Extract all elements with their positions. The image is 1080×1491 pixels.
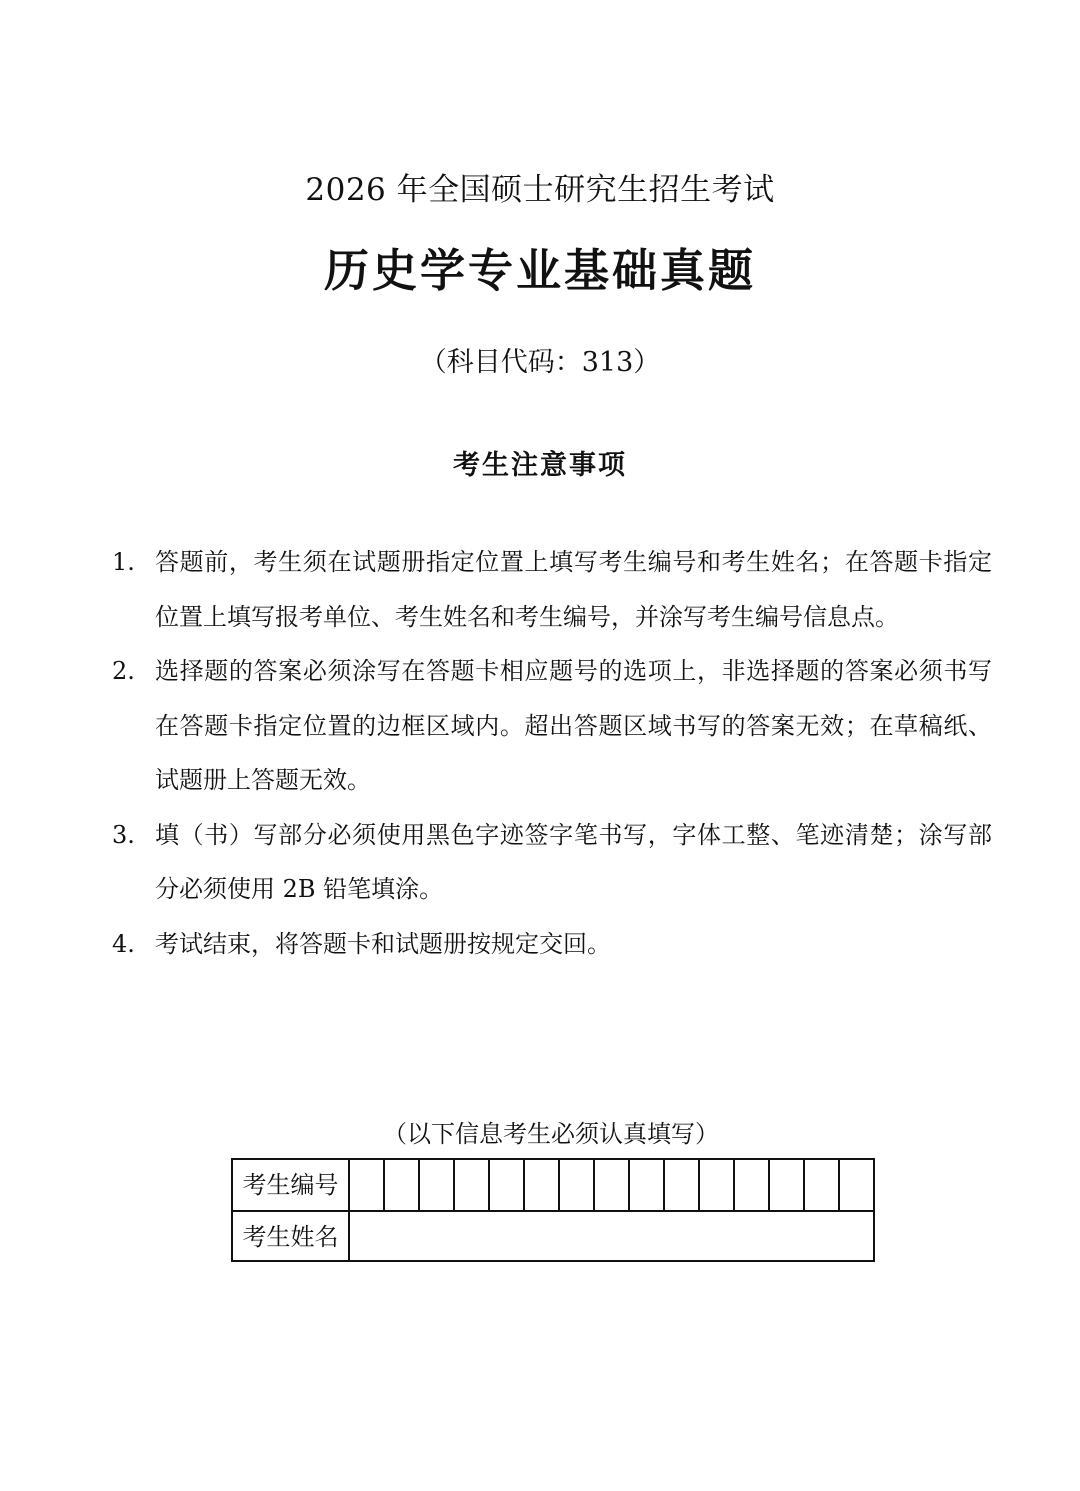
notice-number: 2. [112,657,135,685]
candidate-name-label: 考生姓名 [233,1212,350,1262]
candidate-id-row [233,1160,873,1212]
candidate-id-digit-box[interactable] [595,1160,630,1210]
candidate-id-boxes [350,1160,873,1210]
candidate-id-digit-box[interactable] [455,1160,490,1210]
candidate-id-digit-box[interactable] [630,1160,665,1210]
candidate-id-digit-box[interactable] [805,1160,840,1210]
notice-item [112,917,992,972]
subject-code: （科目代码：313） [419,347,661,378]
candidate-id-digit-box[interactable] [770,1160,805,1210]
notice-text: 答题前，考生须在试题册指定位置上填写考生编号和考生姓名；在答题卡指定位置上填写报考单位、考生姓名和考生编号，并涂写考生编号信息点。 [155,548,992,631]
candidate-id-label: 考生编号 [233,1160,350,1210]
candidate-id-digit-box[interactable] [735,1160,770,1210]
candidate-id-digit-box[interactable] [490,1160,525,1210]
candidate-name-field[interactable] [350,1212,873,1262]
notice-item [112,644,992,808]
page-title: 历史学专业基础真题 [323,244,756,297]
notice-number: 1. [112,548,135,576]
candidate-name-row [233,1212,873,1262]
notice-number: 4. [112,929,135,958]
notice-text: 考试结束，将答题卡和试题册按规定交回。 [155,929,611,958]
candidate-id-digit-box[interactable] [665,1160,700,1210]
candidate-info-table [231,1158,875,1262]
candidate-id-digit-box[interactable] [525,1160,560,1210]
notice-number: 3. [112,820,135,849]
candidate-id-digit-box[interactable] [840,1160,873,1210]
notice-item [112,535,992,644]
notice-text: 填（书）写部分必须使用黑色字迹签字笔书写，字体工整、笔迹清楚；涂写部分必须使用 2B 铅笔填涂。 [155,820,992,903]
candidate-id-digit-box[interactable] [560,1160,595,1210]
candidate-id-digit-box[interactable] [350,1160,385,1210]
notice-title: 考生注意事项 [453,450,627,481]
info-caption: （以下信息考生必须认真填写） [383,1120,719,1148]
candidate-id-digit-box[interactable] [385,1160,420,1210]
notice-list [112,535,992,971]
candidate-id-digit-box[interactable] [700,1160,735,1210]
notice-item [112,808,992,917]
exam-line: 2026 年全国硕士研究生招生考试 [305,172,775,208]
candidate-id-digit-box[interactable] [420,1160,455,1210]
notice-text: 选择题的答案必须涂写在答题卡相应题号的选项上，非选择题的答案必须书写在答题卡指定位置的边框区域内。超出答题区域书写的答案无效；在草稿纸、试题册上答题无效。 [155,657,992,794]
